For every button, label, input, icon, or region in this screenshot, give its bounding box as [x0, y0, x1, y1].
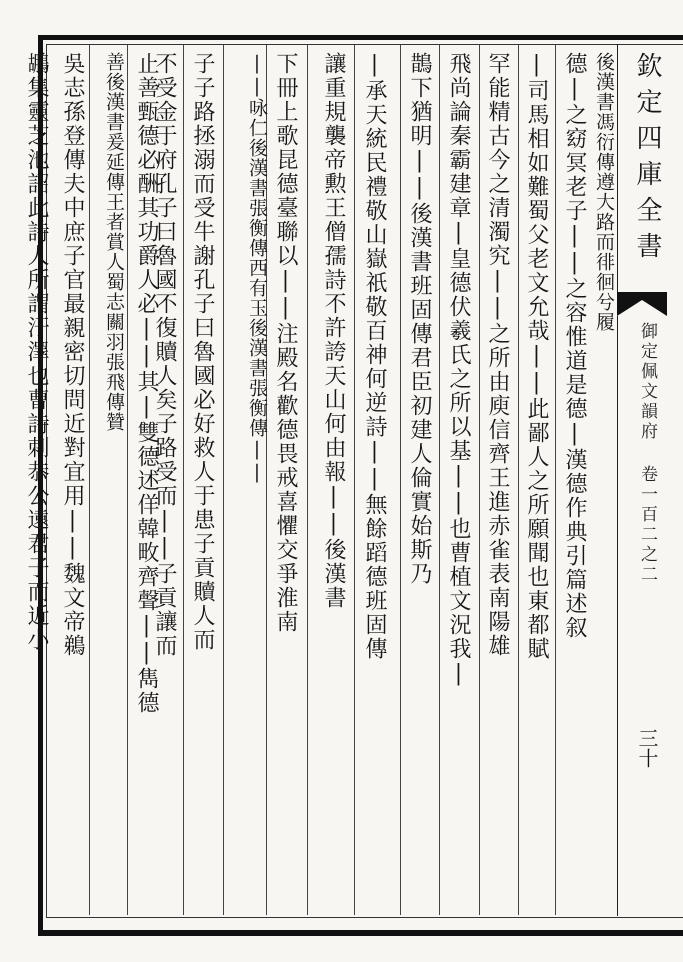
- volume-subtitle: 御定佩文韻府 卷一百二之二: [637, 322, 657, 585]
- text-column: 子子路拯溺而受牛謝孔子曰魯國必好救人于患子貢贖人而: [190, 52, 215, 652]
- text-column: 鶘集靈芝池詔此詩人所謂汙澤也曹詩刺恭公遠君子而近小: [24, 52, 49, 652]
- text-column: |司馬相如難蜀父老文允哉||此鄙人之所願聞也東都賦: [524, 52, 549, 661]
- text-column: 下冊上歌昆德臺聯以||注殿名歡德畏戒喜懼交爭淮南: [273, 52, 298, 634]
- text-column: 後漢書馮衍傳遵大路而徘徊兮履: [593, 52, 615, 332]
- text-column: 不受金于府孔子曰魯國不復贖人矣子路受而||子貢讓而: [152, 52, 177, 658]
- column-rule: [183, 45, 184, 915]
- text-column: 讓重規襲帝勲王僧孺詩不許誇天山何由報||後漢書: [321, 52, 346, 610]
- text-column: 止善甄德必酬其功爵人必||其|雙德述佯韓畋齊聲||雋德: [134, 52, 159, 715]
- column-rule: [439, 45, 440, 915]
- column-rule: [400, 45, 401, 915]
- text-column: ||咏仁後漢書張衡傳西有玉後漢書張衡傳||: [246, 52, 268, 484]
- text-column: 鵲下猶明||後漢書班固傳君臣初建人倫實始斯乃: [407, 52, 432, 586]
- column-rule: [223, 45, 224, 915]
- column-rule: [307, 45, 308, 915]
- page-number: 三十: [635, 728, 659, 768]
- text-column: 罕能精古今之清濁究||之所由庾信齊王進赤雀表南陽雄: [485, 52, 510, 658]
- text-column: 善後漢書爰延傳王者賞人蜀志關羽張飛傳贊: [103, 52, 125, 432]
- text-column: 德|之窈冥老子||之容惟道是德|漢德作典引篇述叙: [562, 52, 587, 640]
- text-column: |承天統民禮敬山嶽祇敬百神何逆詩||無餘蹈德班固傳: [362, 52, 387, 661]
- column-rule: [518, 45, 519, 915]
- column-rule: [479, 45, 480, 915]
- text-column: 吳志孫登傳夫中庶子官最親密切問近對宜用||魏文帝鵜: [60, 52, 85, 658]
- column-rule: [354, 45, 355, 915]
- text-column: 飛尚論秦霸建章|皇德伏羲氏之所以基||也曹植文況我|: [446, 52, 471, 688]
- column-rule: [555, 45, 556, 915]
- fishtail-mark-icon: [617, 292, 667, 316]
- book-title: 欽定四庫全書: [632, 52, 662, 268]
- column-rule: [89, 45, 90, 915]
